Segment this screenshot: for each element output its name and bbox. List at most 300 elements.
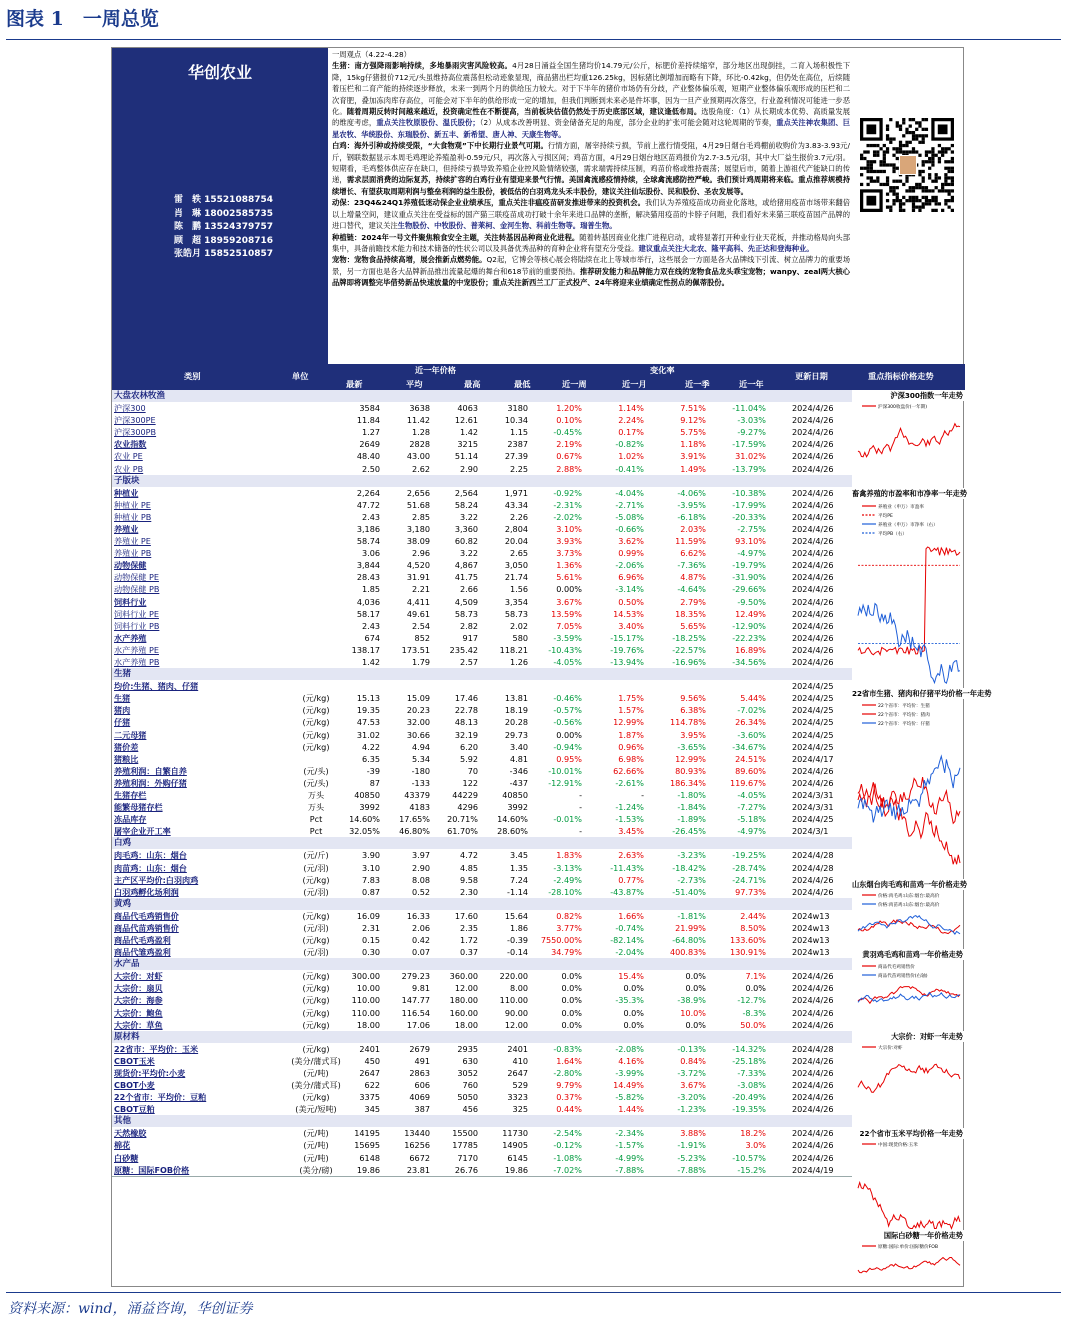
row-date: 2024/4/26 [792, 548, 834, 559]
row-price: 4.81 [509, 753, 528, 764]
row-price: -0.39 [507, 935, 528, 945]
view-strong: 南方强降雨影响持续，多地暴雨灾害风险较高。 [354, 61, 513, 71]
row-price: 2.25 [509, 463, 528, 474]
row-price: 58.24 [454, 499, 478, 510]
section-rule [112, 1176, 852, 1177]
row-price: 3323 [507, 1092, 528, 1103]
view-strong2: 需求层面消费的边际复苏，持续扩容的白鸡行业有望迎来景气行情。美国禽流感疫情持续，全球禽流感防控严峻。我们预计鸡周期将来临。重点推荐规模持续增长、有望获取周期利润与整垒利润的益生股份，被低估的白羽鸡龙头禾丰股份，建议关注仙坛股份、民和股份、圣农发展等。 [332, 175, 851, 196]
row-change: -3.20% [677, 1092, 706, 1103]
view-label: 生猪： [332, 61, 355, 71]
row-date: 2024/4/17 [792, 753, 834, 764]
row-change: 1.44% [618, 1104, 644, 1115]
legend-label: 22个省市：平均价：猪肉 [878, 713, 930, 718]
row-change: 3.40% [618, 620, 644, 631]
trend-line [858, 920, 960, 934]
row-price: 2401 [507, 1043, 528, 1054]
view-label: 动保： [332, 198, 354, 208]
row-price: 360.00 [449, 971, 478, 982]
row-price: 3,050 [504, 560, 528, 571]
row-change: -34.67% [732, 741, 766, 752]
row-price: 2,656 [406, 487, 430, 498]
row-price: 14195 [354, 1128, 380, 1139]
row-price: 7.24 [509, 874, 528, 885]
header-price-min: 最低 [514, 379, 531, 389]
row-change: -3.65% [677, 741, 706, 752]
row-price: 173.51 [401, 644, 430, 655]
row-change: 0.96% [618, 741, 644, 752]
row-name: 仔猪 [114, 717, 131, 728]
row-price: 622 [364, 1080, 380, 1090]
row-price: 110.00 [351, 1007, 380, 1018]
row-date: 2024/4/26 [792, 886, 834, 897]
row-unit: (元/kg) [302, 1007, 330, 1018]
row-price: -180 [411, 765, 430, 776]
row-change: 400.83% [669, 947, 706, 958]
trend-chart [854, 1041, 963, 1113]
row-change: 119.67% [729, 777, 766, 788]
table-row [112, 620, 852, 632]
row-price: 5.92 [459, 753, 478, 764]
row-change: -2.73% [677, 874, 706, 885]
row-change: 21.99% [675, 922, 706, 933]
row-price: 8.08 [411, 874, 430, 885]
row-price: 1.15 [509, 427, 528, 438]
row-date: 2024/4/26 [792, 451, 834, 462]
row-price: 1.79 [411, 657, 430, 667]
row-change: -13.94% [610, 657, 644, 667]
row-name: 棉花 [114, 1140, 131, 1151]
row-date: 2024/4/25 [792, 729, 834, 740]
row-change: 34.79% [551, 947, 582, 958]
view-text: 我们认为养殖疫苗成功商业化落地，或给猪用疫苗市场带来翻倍以上增量空间，建议重点关注在受益标的 [332, 198, 851, 219]
row-change: -8.3% [742, 1007, 766, 1018]
row-change: -29.66% [732, 584, 766, 595]
row-change: 3.73% [556, 548, 582, 559]
row-price: 0.37 [459, 947, 478, 958]
row-change: -2.75% [737, 523, 766, 534]
row-date: 2024/3/1 [792, 826, 829, 837]
view-hl2: 瑞普生物。 [580, 221, 617, 231]
row-unit: (元/kg) [302, 874, 330, 885]
row-change: -22.23% [732, 632, 766, 643]
row-price: 0.52 [411, 886, 430, 897]
trend-chart [854, 889, 963, 949]
row-change: 1.64% [556, 1055, 582, 1066]
row-change: 1.66% [618, 910, 644, 921]
row-date: 2024/4/26 [792, 644, 834, 655]
row-change: 1.20% [556, 403, 582, 413]
row-price: 20.71% [447, 814, 478, 825]
row-change: 8.50% [740, 922, 766, 933]
table-row [112, 571, 852, 583]
row-price: 28.60% [497, 826, 528, 837]
row-unit: (元/吨) [303, 1067, 329, 1078]
table-row [112, 970, 852, 982]
row-price: 4296 [457, 802, 478, 813]
row-change: -0.66% [615, 523, 644, 534]
row-price: 2828 [409, 439, 430, 450]
trend-chart [854, 960, 963, 1018]
row-unit: (元/斤) [303, 850, 329, 861]
row-change: 0.10% [556, 415, 582, 426]
table-row [112, 596, 852, 608]
row-date: 2024/4/25 [792, 681, 834, 692]
row-date: 2024/4/26 [792, 523, 834, 534]
section-header-2: 生猪 [112, 668, 852, 680]
row-price: 31.02 [356, 729, 380, 740]
row-date: 2024/4/25 [792, 693, 834, 704]
row-price: -39 [366, 765, 380, 776]
row-change: -20.49% [732, 1092, 766, 1103]
row-price: 6672 [409, 1152, 430, 1163]
row-unit: (元/头) [303, 765, 329, 776]
row-unit: (元/kg) [302, 1092, 330, 1103]
table-row [112, 874, 852, 886]
figure-title: 图表 1 一周总览 [6, 8, 159, 30]
row-name: 猪肉 [114, 705, 131, 716]
row-change: -15.2% [737, 1164, 766, 1175]
row-price: 2.65 [509, 548, 528, 559]
row-date: 2024/4/26 [792, 874, 834, 885]
row-unit: (元/kg) [302, 995, 330, 1006]
row-date: 2024/4/26 [792, 657, 834, 667]
row-change: -26.45% [672, 826, 706, 837]
row-name: 大宗价：鲍鱼 [114, 1007, 163, 1018]
row-name: 商品代雏鸡盈利 [114, 947, 171, 958]
view-label: 宠物： [332, 255, 355, 265]
table-row [112, 523, 852, 535]
row-unit: (美分/磅) [299, 1164, 333, 1175]
table-row [112, 862, 852, 874]
row-price: -1.14 [507, 886, 528, 897]
row-unit: (元/kg) [302, 910, 330, 921]
row-price: 43379 [404, 790, 430, 800]
row-date: 2024/4/26 [792, 1019, 834, 1030]
chart-svg [854, 400, 963, 484]
chart-svg [854, 699, 963, 871]
row-change: 6.38% [680, 705, 706, 716]
row-price: 44229 [452, 790, 478, 800]
bottom-rule [6, 1292, 1061, 1293]
row-price: 22.78 [454, 705, 478, 716]
table-row [112, 910, 852, 922]
row-change: 0.77% [618, 874, 644, 885]
row-date: 2024/4/26 [792, 403, 834, 413]
row-price: 60.82 [454, 536, 478, 546]
row-price: 58.73 [504, 608, 528, 619]
row-change: 0.44% [556, 1104, 582, 1115]
row-price: 11730 [502, 1128, 528, 1139]
row-price: 15.09 [406, 693, 430, 704]
row-change: -7.02% [737, 705, 766, 716]
row-change: 7.51% [680, 403, 706, 413]
row-change: 3.77% [556, 922, 582, 933]
header-change-year: 近一年 [739, 379, 764, 389]
row-change: 1.36% [556, 560, 582, 571]
row-unit: (元/kg) [302, 729, 330, 740]
table-row [112, 765, 852, 777]
row-price: 2.57 [459, 657, 478, 667]
header-change-quarter: 近一季 [685, 379, 710, 389]
row-price: 2863 [409, 1067, 430, 1078]
chart-title: 畜禽养殖的市盈率和市净率一年走势 [852, 489, 968, 498]
row-change: -2.31% [553, 499, 582, 510]
row-change: 0.0% [623, 983, 644, 994]
row-change: -17.99% [732, 499, 766, 510]
row-name: 沪深300 [114, 403, 146, 413]
row-name: 农业 PE [114, 451, 143, 462]
row-price: 3638 [409, 403, 430, 413]
row-price: 43.34 [504, 499, 528, 510]
row-name: 水产养殖 PE [114, 644, 159, 655]
row-date: 2024/4/26 [792, 608, 834, 619]
row-price: 3052 [457, 1067, 478, 1078]
row-price: 4.94 [411, 741, 430, 752]
row-date: 2024/3/31 [792, 802, 834, 813]
table-row [112, 886, 852, 898]
row-change: 0.0% [561, 995, 582, 1006]
row-price: 15500 [452, 1128, 478, 1139]
row-price: 2.26 [509, 511, 528, 522]
analyst-contacts [174, 194, 273, 262]
row-price: 0.42 [411, 935, 430, 945]
row-change: - [579, 826, 582, 837]
row-price: 2647 [507, 1067, 528, 1078]
row-price: 14905 [502, 1140, 528, 1151]
row-change: 6.98% [618, 753, 644, 764]
row-price: 529 [512, 1080, 528, 1090]
row-change: 13.59% [551, 608, 582, 619]
row-change: -0.12% [553, 1140, 582, 1151]
row-change: -7.88% [615, 1164, 644, 1175]
row-change: -10.01% [548, 765, 582, 776]
row-unit: (元/kg) [302, 1019, 330, 1030]
row-price: 12.61 [454, 415, 478, 426]
table-row [112, 1091, 852, 1103]
row-change: 3.88% [680, 1128, 706, 1139]
row-price: 3992 [359, 802, 380, 813]
row-change: -0.41% [615, 463, 644, 474]
row-change: 0.84% [680, 1055, 706, 1066]
row-name: 饲料行业 [114, 596, 147, 607]
row-unit: (元/吨) [303, 1140, 329, 1151]
table-row [112, 801, 852, 813]
row-price: 4.85 [459, 862, 478, 873]
row-change: -38.9% [677, 995, 706, 1006]
row-change: 3.91% [680, 451, 706, 462]
row-price: 20.28 [504, 717, 528, 728]
row-change: -1.53% [615, 814, 644, 825]
row-change: -2.80% [553, 1067, 582, 1078]
row-price: 3.40 [509, 741, 528, 752]
row-price: 3.22 [459, 548, 478, 559]
analyst-contact: 肖 琳 18002585735 [174, 208, 274, 219]
row-date: 2024/4/26 [792, 463, 834, 474]
row-unit: (元/羽) [303, 947, 329, 958]
row-price: 43.00 [406, 451, 430, 462]
row-price: 852 [414, 632, 430, 643]
view-label: 白鸡： [332, 141, 355, 151]
row-change: 0.95% [556, 753, 582, 764]
row-change: 97.73% [735, 886, 766, 897]
row-date: 2024/4/26 [792, 1067, 834, 1078]
row-price: 122 [462, 777, 478, 788]
chart-title: 22个省市玉米平均价格一年走势 [852, 1128, 965, 1139]
chart-title: 山东烟台肉毛鸡和苗鸡一年价格走势 [852, 880, 968, 889]
chart-title: 沪深300指数一年走势 [852, 390, 965, 401]
row-price: -437 [509, 777, 528, 788]
row-price: 20.23 [406, 705, 430, 716]
row-name: 22个省市：平均价：豆粕 [114, 1092, 207, 1103]
row-change: -34.56% [732, 657, 766, 667]
row-price: 32.05% [349, 826, 380, 837]
row-date: 2024/4/26 [792, 536, 834, 546]
row-price: 18.19 [504, 705, 528, 716]
row-price: 2.62 [411, 463, 430, 474]
row-price: 1.56 [509, 584, 528, 595]
table-row [112, 656, 852, 668]
row-change: 14.53% [613, 608, 644, 619]
row-change: 7.05% [556, 620, 582, 631]
source-note: 资料来源：wind，涌益咨询，华创证券 [8, 1301, 253, 1317]
row-change: 0.0% [745, 983, 766, 994]
row-price: 3,354 [504, 596, 528, 607]
brand-panel [112, 48, 328, 364]
table-row [112, 813, 852, 825]
table-row [112, 438, 852, 450]
row-price: 456 [462, 1104, 478, 1115]
trend-line [858, 1064, 960, 1092]
table-row [112, 825, 852, 837]
row-date: 2024/4/26 [792, 1152, 834, 1163]
row-change: 9.79% [556, 1080, 582, 1090]
row-price: 2.21 [411, 584, 430, 595]
row-date: 2024w13 [792, 910, 830, 921]
row-price: 0.07 [411, 947, 430, 958]
row-date: 2024/4/26 [792, 439, 834, 450]
table-row [112, 402, 852, 414]
view-hl: 生物股份、中牧股份、普莱柯、金河生物、科前生物等。 [397, 221, 581, 231]
row-price: 1,971 [504, 487, 528, 498]
legend-label: 大宗价:对虾 [878, 1046, 903, 1051]
row-change: 0.50% [618, 596, 644, 607]
row-change: -10.38% [732, 487, 766, 498]
row-name: 饲料行业 PE [114, 608, 159, 619]
row-date: 2024/4/26 [792, 584, 834, 595]
row-change: 0.0% [561, 983, 582, 994]
view-strong: 海外引种或持续受限，“大食物观”下中长期行业景气可期。 [354, 141, 548, 151]
row-price: 3.90 [361, 850, 380, 861]
row-change: 3.95% [680, 729, 706, 740]
row-price: 6148 [359, 1152, 380, 1163]
row-change: 3.62% [618, 536, 644, 546]
row-name: 二元母猪 [114, 729, 147, 740]
row-price: 2935 [457, 1043, 478, 1054]
row-price: 4.22 [361, 741, 380, 752]
row-price: 8.00 [509, 983, 528, 994]
row-price: 325 [512, 1104, 528, 1115]
chart-svg [854, 889, 963, 949]
row-name: 沪深300PB [114, 427, 157, 438]
row-change: -13.79% [732, 463, 766, 474]
row-change: -4.99% [615, 1152, 644, 1163]
row-price: 2679 [409, 1043, 430, 1054]
row-price: 40850 [502, 790, 528, 800]
row-change: 133.60% [729, 935, 766, 945]
row-change: 2.19% [556, 439, 582, 450]
row-change: -82.14% [610, 935, 644, 945]
row-change: 0.0% [685, 971, 706, 982]
row-price: 10.00 [356, 983, 380, 994]
row-price: 20.04 [504, 536, 528, 546]
row-name: 商品代毛鸡盈利 [114, 935, 171, 945]
view-label: 种植链： [332, 232, 362, 242]
row-price: 6.20 [459, 741, 478, 752]
table-row [112, 511, 852, 523]
table-row [112, 499, 852, 511]
row-name: 冻品库存 [114, 814, 147, 825]
section-header-6: 原材料 [112, 1031, 852, 1043]
row-change: -0.13% [677, 1043, 706, 1054]
table-row [112, 680, 852, 692]
row-price: 1.28 [411, 427, 430, 438]
legend-label: 平均PB（右） [878, 532, 907, 537]
view-strong2: 随着周期反转时间越来越近，投资确定性在不断提高，当前板块估值仍然处于历史底部区域，建议逢低布局。 [346, 107, 702, 117]
row-price: 387 [414, 1104, 430, 1115]
view-strong: 宠物食品持续高增，展会推新点燃势能。 [354, 255, 487, 265]
row-price: 2.90 [459, 463, 478, 474]
row-name: 能繁母猪存栏 [114, 802, 163, 813]
row-change: 5.65% [680, 620, 706, 631]
row-change: -2.61% [615, 777, 644, 788]
row-price: 2.82 [459, 620, 478, 631]
row-price: 300.00 [351, 971, 380, 982]
row-change: -24.71% [732, 874, 766, 885]
table-row [112, 608, 852, 620]
view-text: Q2起，它博会等核心展会将陆续在北上等城市举行，这些展会一方面是各大品牌线下引流、树立品牌力的重要场景，另一方面也是各大品牌新品推出流量起爆的舞台和618节前的重要预热。 [332, 255, 851, 276]
row-price: 2649 [359, 439, 380, 450]
row-change: -2.49% [553, 874, 582, 885]
row-price: 38.09 [406, 536, 430, 546]
row-change: 0.0% [561, 971, 582, 982]
row-change: 5.61% [556, 572, 582, 583]
row-price: 31.91 [406, 572, 430, 583]
row-change: -19.76% [610, 644, 644, 655]
row-name: 养殖业 [114, 523, 139, 534]
analyst-contact: 顾 超 18959208716 [174, 235, 274, 246]
row-price: 180.00 [449, 995, 478, 1006]
row-change: -0.57% [553, 705, 582, 716]
row-date: 2024/4/26 [792, 511, 834, 522]
row-change: -14.32% [732, 1043, 766, 1054]
view-text2: 选股角度：（1）从长期成本优势、高质量发展的维度考虑， [332, 107, 851, 128]
row-price: 3.45 [509, 850, 528, 861]
row-price: 3,360 [454, 523, 478, 534]
row-change: 5.44% [740, 693, 766, 704]
legend-label: 商品代苗鸡销售价(右轴) [878, 974, 928, 979]
row-price: -0.14 [507, 947, 528, 958]
row-price: 630 [462, 1055, 478, 1066]
row-date: 2024/4/26 [792, 415, 834, 426]
row-name: 养殖利润：自繁自养 [114, 765, 187, 776]
row-date: 2024/4/26 [792, 499, 834, 510]
row-unit: (元/kg) [302, 693, 330, 704]
view-text3: （2）从成本改善明显、资金储备充足的角度，部分企业的扩张可能会随对这轮周期的节奏， [479, 118, 777, 128]
row-price: 3375 [359, 1092, 380, 1103]
row-date: 2024/4/25 [792, 705, 834, 716]
row-change: -3.03% [737, 415, 766, 426]
row-change: 1.18% [680, 439, 706, 450]
